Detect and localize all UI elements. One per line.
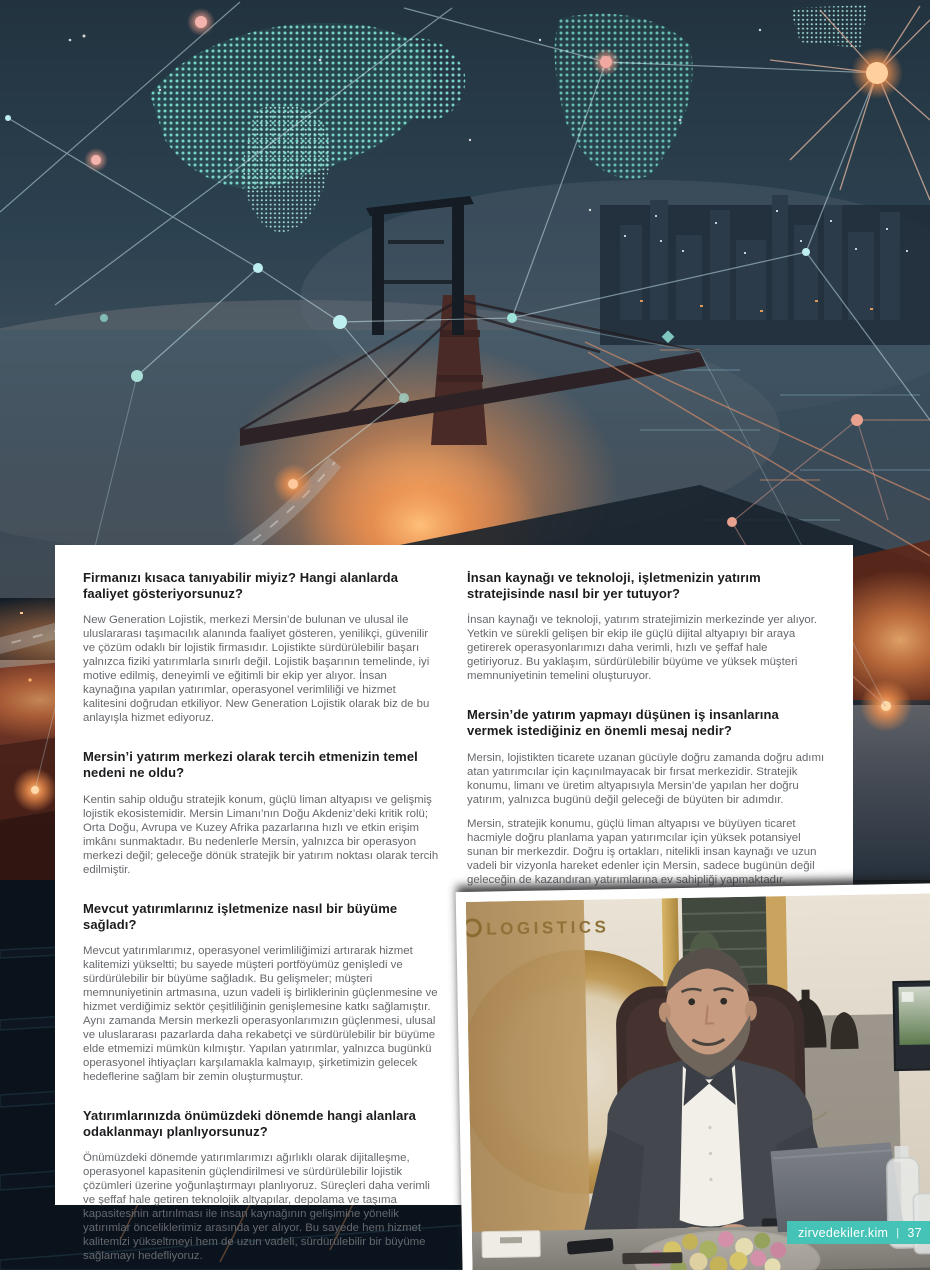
qa-block	[83, 570, 441, 725]
desk-tray	[622, 1252, 682, 1264]
interview-left-column	[83, 570, 441, 1263]
answer-paragraph: Mersin, lojistikten ticarete uzanan gücüyle doğru zamanda doğru adımı atan yatırımcılar için kaçınılmayacak bir fırsat merkezidir. Stratejik konumu, limanı ve üretim altyapısıyla Mersin’de yapılan her doğru yatırım, yalnızca bugünü değil geleceği de büyüten bir adımdır.	[467, 751, 825, 806]
question-heading: Mersin’de yatırım yapmayı düşünen iş insanlarına vermek istediğiniz en önemli mesaj nedir?	[467, 707, 779, 739]
logistics-wall-text: LOGISTICS	[486, 917, 610, 939]
wood-panel-left	[466, 900, 591, 1270]
answer-paragraph: New Generation Lojistik, merkezi Mersin’de bulunan ve ulusal ile uluslararası taşımacılık alanında faaliyet gösteren, yenilikçi, güvenilir ve çözüm odaklı bir lojistik firmasıdır. Lojistikte sürdürülebilir başarı yalnızca fiziki yatırımlarla sınırlı değil. Lojistik başarının temelinde, iyi motive edilmiş, deneyimli ve eğitimli bir ekip yer alıyor. İnsan kaynağına yapılan yatırımlar, operasyonel verimliliği ve hizmet kalitesini doğrudan etkiliyor. New Generation Lojistik olarak biz de bu anlayışla hizmet ediyoruz.	[83, 614, 430, 725]
answer-paragraph: Mersin, stratejik konumu, güçlü liman altyapısı ve büyüyen ticaret hacmiyle doğru planlama yapan yatırımcılar için yüksek potansiyel sunan bir merkezdir. Doğru iş ortakları, nitelikli insan kaynağı ve uzun vadeli bir vizyonla hareket edenler için Mersin, sadece bugünün değil geleceğin de kazandıran yatırımlarına ev sahipliği yapmaktadır.	[467, 817, 817, 886]
footer-separator: |	[896, 1226, 900, 1239]
question-heading: Mersin’i yatırım merkezi olarak tercih etmenizin temel nedeni ne oldu?	[83, 749, 418, 781]
footer-badge	[787, 1221, 930, 1244]
site-name: zirvedekiler.kim	[798, 1225, 889, 1240]
qa-block	[83, 1108, 441, 1263]
question-heading: İnsan kaynağı ve teknoloji, işletmenizin yatırım stratejisinde nasıl bir yer tutuyor?	[467, 570, 761, 602]
portrait-photo	[466, 893, 930, 1270]
qa-block	[83, 749, 441, 876]
answer-paragraph: Kentin sahip olduğu stratejik konum, güçlü liman altyapısı ve gelişmiş lojistik ekosistemidir. Mersin Limanı’nın Doğu Akdeniz’deki kritik rolü; Orta Doğu, Avrupa ve Kuzey Afrika pazarlarına hızlı ve etkin erişim imkânı sunmaktadır. Bu nedenlerle Mersin, yalnızca bir operasyon merkezi değil; geleceğe dönük stratejik bir yatırım noktası olarak tercih edilmiştir.	[83, 793, 439, 876]
answer-paragraph: Mevcut yatırımlarımız, operasyonel verimliliğimizi artırarak hizmet kalitemizi yükseltti; bu sayede müşteri portföyümüz genişledi ve sürdürülebilir bir büyüme sağladık. Bu gelişmeler; müşteri memnuniyetinin artmasına, uzun vadeli iş birliklerinin güçlenmesine ve hizmet verdiğimiz sektör çeşitliliğinin genişlemesine katkı sağlamıştır. Aynı zamanda Mersin merkezli operasyonlarımızın güçlenmesi, ulusal ve uluslararası pazarlarda daha rekabetçi ve sürdürülebilir bir büyüme elde etmemizi mümkün kılmıştır. Yapılan yatırımlar, yalnızca bugünkü operasyonel ihtiyaçları karşılamakla kalmayıp, şirketimizin gelecek hedeflerine sağlam bir zemin oluşturmuştur.	[83, 944, 438, 1084]
answer-paragraph: Önümüzdeki dönemde yatırımlarımızı ağırlıklı olarak dijitalleşme, operasyonel kapasitenin güçlendirilmesi ve sürdürülebilir lojistik çözümleri üzerine yoğunlaştırmayı planlıyoruz. Süreçleri daha verimli ve şeffaf hale getiren teknolojik altyapılar, depolama ve taşıma kapasitesinin artırılması ile insan kaynağının gelişimine yönelik yatırımlar önceliklerimiz arasında yer alıyor. Bu sayede hem hizmet kalitemizi yükseltmeyi hem de uzun vadeli, sürdürülebilir bir büyüme sağlamayı hedefliyoruz.	[83, 1152, 430, 1263]
page-number: 37	[907, 1225, 922, 1240]
portrait-photo-frame	[456, 883, 930, 1270]
security-monitor	[893, 981, 930, 1070]
answer-paragraph: İnsan kaynağı ve teknoloji, yatırım stratejimizin merkezinde yer alıyor. Yetkin ve sürekli gelişen bir ekip ile güçlü dijital altyapıyı bir araya getirerek operasyonlarımızı daha verimli, hızlı ve şeffaf hale getiriyoruz. Bu yaklaşım, sürdürülebilir büyüme ve yüksek müşteri memnuniyetinin temelini oluşturuyor.	[467, 614, 818, 683]
laptop	[770, 1142, 904, 1232]
question-heading: Yatırımlarınızda önümüzdeki dönemde hangi alanlara odaklanmayı planlıyorsunuz?	[83, 1108, 416, 1140]
card-box	[482, 1231, 540, 1258]
qa-block	[467, 570, 825, 683]
qa-block	[83, 901, 441, 1084]
qa-block	[467, 707, 825, 886]
gold-pillar	[766, 896, 788, 991]
question-heading: Mevcut yatırımlarınız işletmenize nasıl bir büyüme sağladı?	[83, 900, 398, 932]
question-heading: Firmanızı kısaca tanıyabilir miyiz? Hangi alanlarda faaliyet gösteriyorsunuz?	[83, 570, 399, 602]
